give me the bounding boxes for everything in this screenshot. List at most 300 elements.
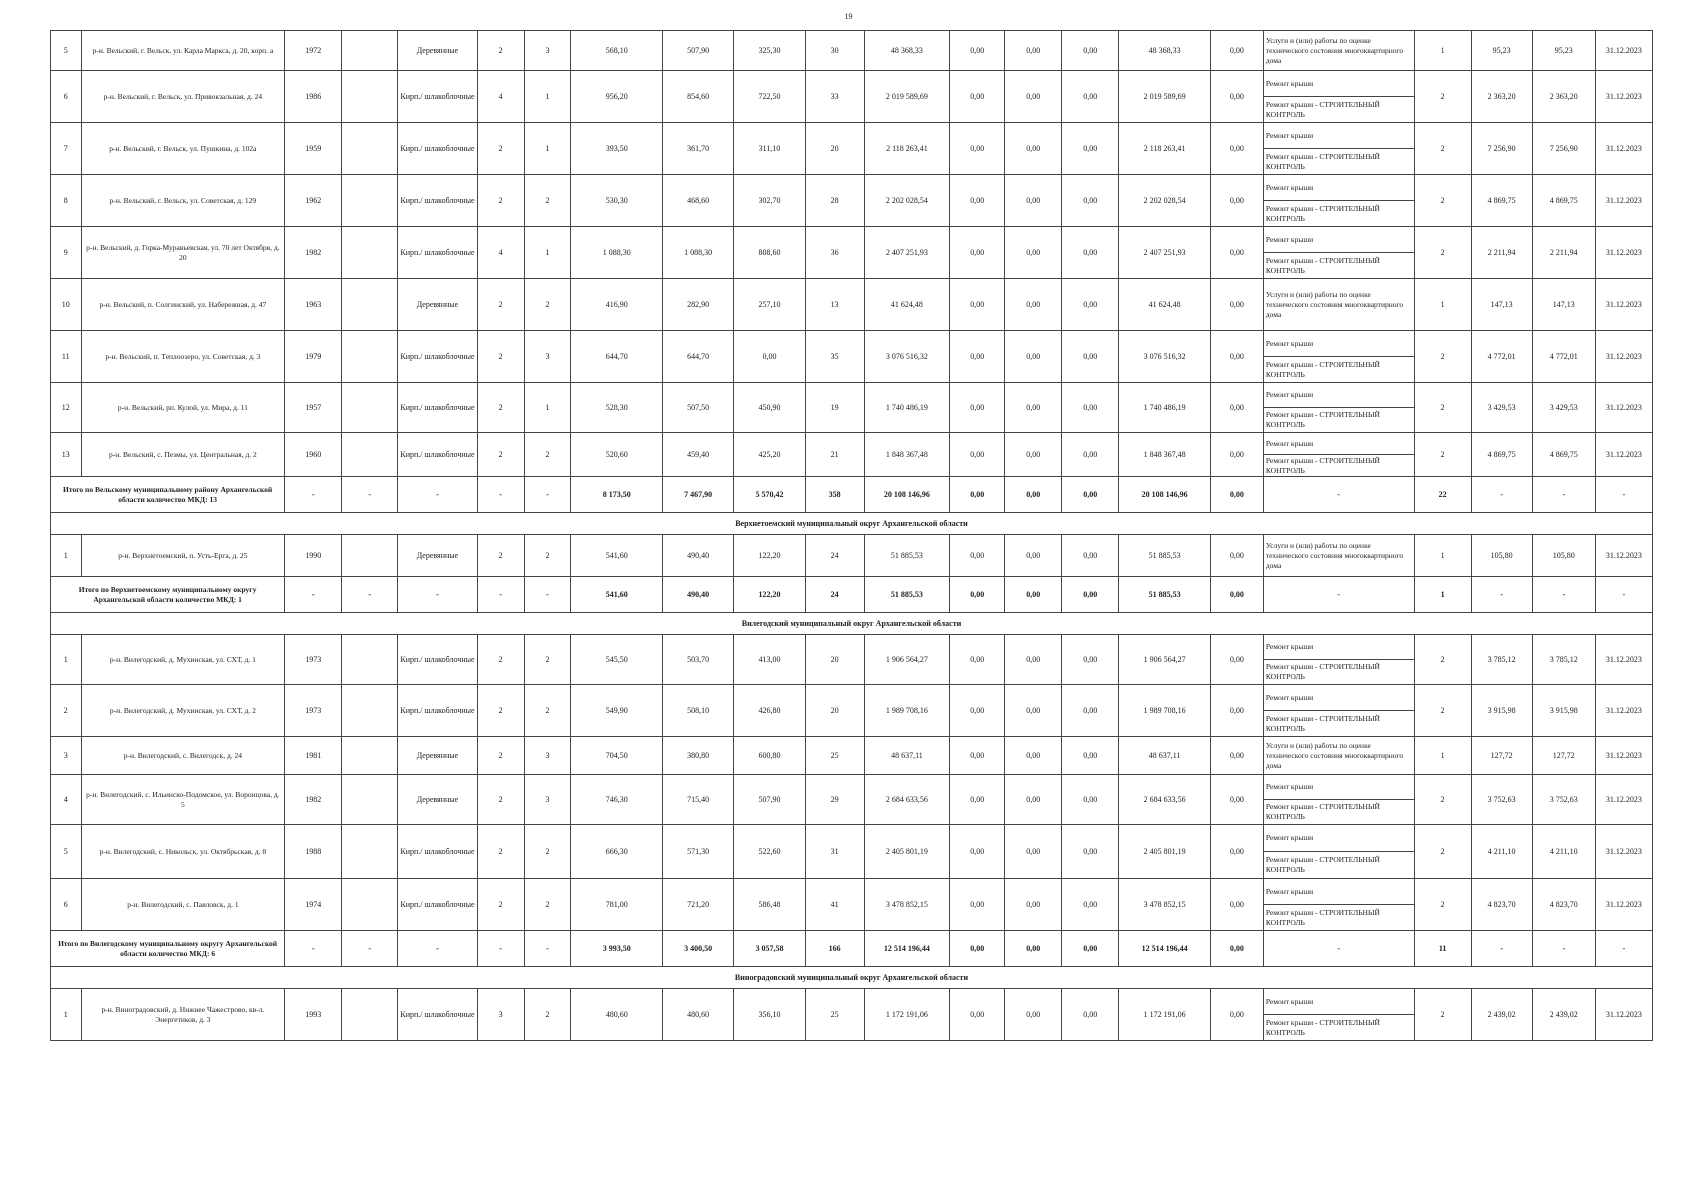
entrances-cell: 2	[524, 825, 571, 879]
area-live-cell: 459,40	[663, 433, 734, 477]
floors-cell: 2	[477, 433, 524, 477]
floors-cell: 4	[477, 71, 524, 123]
entrances-cell: 3	[524, 331, 571, 383]
spacer-cell	[342, 685, 398, 737]
total-other: 0,00	[1210, 477, 1263, 513]
deadline-cell: 31.12.2023	[1595, 31, 1652, 71]
total-people: 24	[805, 577, 864, 613]
people-cell: 28	[805, 175, 864, 227]
unit-cost-limit-cell: 3 429,53	[1532, 383, 1595, 433]
cost-total-cell: 2 405 801,19	[864, 825, 950, 879]
area-live-cell: 571,30	[663, 825, 734, 879]
area-res-cell: 507,90	[734, 775, 805, 825]
table-row	[51, 31, 1653, 71]
floors-cell: 2	[477, 279, 524, 331]
area-live-cell: 380,80	[663, 737, 734, 775]
people-cell: 24	[805, 535, 864, 577]
f2-cell: 0,00	[1005, 227, 1062, 279]
cost-total-cell: 3 076 516,32	[864, 331, 950, 383]
year-cell: 1972	[285, 31, 342, 71]
f3-cell: 0,00	[1062, 989, 1119, 1041]
f3-cell: 0,00	[1062, 31, 1119, 71]
address-cell: р-н. Вельский, с. Пезмы, ул. Центральная, д. 2	[81, 433, 285, 477]
deadline-cell: 31.12.2023	[1595, 331, 1652, 383]
section-title: Вилегодский муниципальный округ Архангельской области	[51, 613, 1653, 635]
unit-cost-cell: 147,13	[1471, 279, 1532, 331]
floors-cell: 2	[477, 331, 524, 383]
total-total-area: 3 993,50	[571, 931, 663, 967]
year-cell: 1960	[285, 433, 342, 477]
f1-cell: 0,00	[950, 635, 1005, 685]
total-row	[51, 477, 1653, 513]
section-title: Виноградовский муниципальный округ Архангельской области	[51, 967, 1653, 989]
unit-cost-limit-cell: 3 785,12	[1532, 635, 1595, 685]
count-cell: 1	[1414, 279, 1471, 331]
address-cell: р-н. Верхнетоемский, п. Усть-Ерга, д. 25	[81, 535, 285, 577]
row-number: 9	[51, 227, 82, 279]
address-cell: р-н. Вилегодский, с. Никольск, ул. Октябрьская, д. 8	[81, 825, 285, 879]
entrances-cell: 2	[524, 433, 571, 477]
dash-cell: -	[1532, 477, 1595, 513]
total-total-area: 541,60	[571, 577, 663, 613]
other-cell: 0,00	[1210, 775, 1263, 825]
entrances-cell: 2	[524, 635, 571, 685]
work-type-cell: Ремонт крыши	[1263, 383, 1414, 408]
table-row	[51, 737, 1653, 775]
own-cell: 3 478 852,15	[1119, 879, 1211, 931]
count-cell: 2	[1414, 685, 1471, 737]
unit-cost-limit-cell: 127,72	[1532, 737, 1595, 775]
people-cell: 41	[805, 879, 864, 931]
address-cell: р-н. Вельский, п. Теплоозеро, ул. Советская, д. 3	[81, 331, 285, 383]
year-cell: 1962	[285, 175, 342, 227]
year-cell: 1963	[285, 279, 342, 331]
deadline-cell: 31.12.2023	[1595, 383, 1652, 433]
spacer-cell	[342, 535, 398, 577]
address-cell: р-н. Вельский, д. Горка-Муравьевская, ул. 70 лет Октября, д. 20	[81, 227, 285, 279]
floors-cell: 2	[477, 685, 524, 737]
year-cell: 1993	[285, 989, 342, 1041]
total-area-cell: 644,70	[571, 331, 663, 383]
address-cell: р-н. Вилегодский, с. Ильинско-Подомское, ул. Воронцова, д. 5	[81, 775, 285, 825]
total-area-cell: 746,30	[571, 775, 663, 825]
floors-cell: 2	[477, 879, 524, 931]
total-area-cell: 393,50	[571, 123, 663, 175]
total-area-cell: 520,60	[571, 433, 663, 477]
table-row	[51, 775, 1653, 800]
material-cell: Кирп./ шлакоблочные	[398, 825, 477, 879]
area-res-cell: 122,20	[734, 535, 805, 577]
total-row	[51, 577, 1653, 613]
unit-cost-limit-cell: 105,80	[1532, 535, 1595, 577]
section-row	[51, 613, 1653, 635]
section-row	[51, 513, 1653, 535]
dash-cell: -	[1532, 577, 1595, 613]
area-live-cell: 644,70	[663, 331, 734, 383]
row-number: 1	[51, 989, 82, 1041]
work-type-cell: Услуги и (или) работы по оценке технического состояния многоквартирного дома	[1263, 31, 1414, 71]
material-cell: Деревянные	[398, 31, 477, 71]
total-area-res: 5 570,42	[734, 477, 805, 513]
total-people: 166	[805, 931, 864, 967]
work-type-cell: Ремонт крыши - СТРОИТЕЛЬНЫЙ КОНТРОЛЬ	[1263, 852, 1414, 879]
own-cell: 1 740 486,19	[1119, 383, 1211, 433]
f3-cell: 0,00	[1062, 635, 1119, 685]
entrances-cell: 2	[524, 685, 571, 737]
material-cell: Кирп./ шлакоблочные	[398, 175, 477, 227]
cost-total-cell: 41 624,48	[864, 279, 950, 331]
people-cell: 25	[805, 737, 864, 775]
work-type-cell: Ремонт крыши	[1263, 685, 1414, 711]
cost-total-cell: 48 637,11	[864, 737, 950, 775]
year-cell: 1979	[285, 331, 342, 383]
year-cell: 1974	[285, 879, 342, 931]
table-row	[51, 331, 1653, 357]
table-row	[51, 433, 1653, 455]
entrances-cell: 2	[524, 279, 571, 331]
table-row	[51, 71, 1653, 97]
unit-cost-cell: 4 211,10	[1471, 825, 1532, 879]
entrances-cell: 2	[524, 535, 571, 577]
unit-cost-limit-cell: 2 363,20	[1532, 71, 1595, 123]
f3-cell: 0,00	[1062, 123, 1119, 175]
f2-cell: 0,00	[1005, 685, 1062, 737]
area-res-cell: 425,20	[734, 433, 805, 477]
deadline-cell: 31.12.2023	[1595, 989, 1652, 1041]
count-cell: 1	[1414, 535, 1471, 577]
other-cell: 0,00	[1210, 71, 1263, 123]
table-row	[51, 175, 1653, 201]
people-cell: 29	[805, 775, 864, 825]
total-own: 20 108 146,96	[1119, 477, 1211, 513]
total-area-cell: 666,30	[571, 825, 663, 879]
work-type-cell: Ремонт крыши - СТРОИТЕЛЬНЫЙ КОНТРОЛЬ	[1263, 800, 1414, 825]
count-cell: 1	[1414, 31, 1471, 71]
own-cell: 1 848 367,48	[1119, 433, 1211, 477]
total-f1: 0,00	[950, 931, 1005, 967]
area-res-cell: 426,80	[734, 685, 805, 737]
other-cell: 0,00	[1210, 331, 1263, 383]
unit-cost-cell: 95,23	[1471, 31, 1532, 71]
f2-cell: 0,00	[1005, 123, 1062, 175]
spacer-cell	[342, 825, 398, 879]
spacer-cell	[342, 989, 398, 1041]
work-type-cell: Услуги и (или) работы по оценке технического состояния многоквартирного дома	[1263, 279, 1414, 331]
people-cell: 31	[805, 825, 864, 879]
area-res-cell: 722,50	[734, 71, 805, 123]
spacer-cell	[342, 123, 398, 175]
people-cell: 13	[805, 279, 864, 331]
total-area-res: 3 057,58	[734, 931, 805, 967]
row-number: 2	[51, 685, 82, 737]
area-res-cell: 257,10	[734, 279, 805, 331]
material-cell: Кирп./ шлакоблочные	[398, 227, 477, 279]
floors-cell: 2	[477, 31, 524, 71]
row-number: 13	[51, 433, 82, 477]
table-row	[51, 685, 1653, 711]
work-type-cell: Ремонт крыши - СТРОИТЕЛЬНЫЙ КОНТРОЛЬ	[1263, 201, 1414, 227]
people-cell: 35	[805, 331, 864, 383]
other-cell: 0,00	[1210, 279, 1263, 331]
area-res-cell: 0,00	[734, 331, 805, 383]
own-cell: 1 906 564,27	[1119, 635, 1211, 685]
address-cell: р-н. Виноградовский, д. Нижнее Чажестрово, кв-л. Энергетиков, д. 3	[81, 989, 285, 1041]
material-cell: Кирп./ шлакоблочные	[398, 635, 477, 685]
deadline-cell: 31.12.2023	[1595, 685, 1652, 737]
unit-cost-limit-cell: 4 211,10	[1532, 825, 1595, 879]
own-cell: 1 989 708,16	[1119, 685, 1211, 737]
cost-total-cell: 2 684 633,56	[864, 775, 950, 825]
total-row	[51, 931, 1653, 967]
address-cell: р-н. Вельский, г. Вельск, ул. Привокзальная, д. 24	[81, 71, 285, 123]
material-cell: Кирп./ шлакоблочные	[398, 989, 477, 1041]
row-number: 7	[51, 123, 82, 175]
table-row	[51, 535, 1653, 577]
own-cell: 2 405 801,19	[1119, 825, 1211, 879]
area-res-cell: 586,48	[734, 879, 805, 931]
row-number: 1	[51, 535, 82, 577]
people-cell: 20	[805, 635, 864, 685]
other-cell: 0,00	[1210, 383, 1263, 433]
f2-cell: 0,00	[1005, 989, 1062, 1041]
f1-cell: 0,00	[950, 331, 1005, 383]
f1-cell: 0,00	[950, 227, 1005, 279]
total-area-cell: 1 088,30	[571, 227, 663, 279]
f1-cell: 0,00	[950, 989, 1005, 1041]
deadline-cell: 31.12.2023	[1595, 175, 1652, 227]
people-cell: 20	[805, 685, 864, 737]
dash-cell: -	[342, 577, 398, 613]
unit-cost-cell: 3 752,63	[1471, 775, 1532, 825]
dash-cell: -	[342, 931, 398, 967]
floors-cell: 2	[477, 383, 524, 433]
row-number: 8	[51, 175, 82, 227]
total-label: Итого по Вельскому муниципальному району Архангельской области количество МКД: 13	[51, 477, 285, 513]
area-live-cell: 480,60	[663, 989, 734, 1041]
unit-cost-limit-cell: 147,13	[1532, 279, 1595, 331]
unit-cost-cell: 3 785,12	[1471, 635, 1532, 685]
row-number: 11	[51, 331, 82, 383]
year-cell: 1990	[285, 535, 342, 577]
area-live-cell: 1 088,30	[663, 227, 734, 279]
work-type-cell: Ремонт крыши	[1263, 825, 1414, 852]
row-number: 6	[51, 71, 82, 123]
unit-cost-cell: 2 439,02	[1471, 989, 1532, 1041]
count-cell: 2	[1414, 227, 1471, 279]
f2-cell: 0,00	[1005, 31, 1062, 71]
row-number: 1	[51, 635, 82, 685]
own-cell: 51 885,53	[1119, 535, 1211, 577]
f1-cell: 0,00	[950, 535, 1005, 577]
table-row	[51, 879, 1653, 905]
dash-cell: -	[285, 577, 342, 613]
entrances-cell: 2	[524, 879, 571, 931]
unit-cost-cell: 127,72	[1471, 737, 1532, 775]
f3-cell: 0,00	[1062, 71, 1119, 123]
dash-cell: -	[342, 477, 398, 513]
year-cell: 1973	[285, 635, 342, 685]
total-own: 12 514 196,44	[1119, 931, 1211, 967]
area-live-cell: 282,90	[663, 279, 734, 331]
work-type-cell: Ремонт крыши	[1263, 989, 1414, 1015]
year-cell: 1982	[285, 775, 342, 825]
unit-cost-cell: 3 915,98	[1471, 685, 1532, 737]
work-type-cell: Ремонт крыши	[1263, 879, 1414, 905]
f2-cell: 0,00	[1005, 175, 1062, 227]
f3-cell: 0,00	[1062, 279, 1119, 331]
year-cell: 1973	[285, 685, 342, 737]
unit-cost-limit-cell: 3 915,98	[1532, 685, 1595, 737]
own-cell: 2 202 028,54	[1119, 175, 1211, 227]
cost-total-cell: 2 202 028,54	[864, 175, 950, 227]
entrances-cell: 1	[524, 123, 571, 175]
unit-cost-limit-cell: 4 823,70	[1532, 879, 1595, 931]
area-live-cell: 490,40	[663, 535, 734, 577]
unit-cost-cell: 4 869,75	[1471, 175, 1532, 227]
other-cell: 0,00	[1210, 123, 1263, 175]
row-number: 6	[51, 879, 82, 931]
year-cell: 1957	[285, 383, 342, 433]
spacer-cell	[342, 331, 398, 383]
unit-cost-cell: 4 869,75	[1471, 433, 1532, 477]
dash-cell: -	[1471, 577, 1532, 613]
own-cell: 2 407 251,93	[1119, 227, 1211, 279]
table-row	[51, 635, 1653, 660]
floors-cell: 2	[477, 737, 524, 775]
f2-cell: 0,00	[1005, 635, 1062, 685]
row-number: 3	[51, 737, 82, 775]
dash-cell: -	[285, 931, 342, 967]
other-cell: 0,00	[1210, 989, 1263, 1041]
row-number: 5	[51, 31, 82, 71]
material-cell: Кирп./ шлакоблочные	[398, 685, 477, 737]
area-res-cell: 356,10	[734, 989, 805, 1041]
f3-cell: 0,00	[1062, 685, 1119, 737]
work-type-cell: Услуги и (или) работы по оценке технического состояния многоквартирного дома	[1263, 535, 1414, 577]
total-area-res: 122,20	[734, 577, 805, 613]
unit-cost-cell: 105,80	[1471, 535, 1532, 577]
work-type-cell: Ремонт крыши	[1263, 433, 1414, 455]
cost-total-cell: 2 407 251,93	[864, 227, 950, 279]
people-cell: 25	[805, 989, 864, 1041]
entrances-cell: 2	[524, 989, 571, 1041]
f3-cell: 0,00	[1062, 825, 1119, 879]
total-area-live: 7 467,90	[663, 477, 734, 513]
dash-cell: -	[477, 477, 524, 513]
other-cell: 0,00	[1210, 227, 1263, 279]
total-area-cell: 541,60	[571, 535, 663, 577]
count-cell: 2	[1414, 383, 1471, 433]
unit-cost-limit-cell: 3 752,63	[1532, 775, 1595, 825]
area-res-cell: 522,60	[734, 825, 805, 879]
cost-total-cell: 1 172 191,06	[864, 989, 950, 1041]
f1-cell: 0,00	[950, 31, 1005, 71]
work-type-cell: Ремонт крыши - СТРОИТЕЛЬНЫЙ КОНТРОЛЬ	[1263, 408, 1414, 433]
floors-cell: 2	[477, 825, 524, 879]
address-cell: р-н. Вилегодский, с. Вилегодск, д. 24	[81, 737, 285, 775]
deadline-cell: 31.12.2023	[1595, 279, 1652, 331]
area-live-cell: 715,40	[663, 775, 734, 825]
address-cell: р-н. Вилегодский, д. Мухинская, ул. СХТ, д. 2	[81, 685, 285, 737]
f3-cell: 0,00	[1062, 879, 1119, 931]
total-label: Итого по Верхнетоемскому муниципальному округу Архангельской области количество МКД: 1	[51, 577, 285, 613]
total-area-cell: 545,50	[571, 635, 663, 685]
total-area-cell: 530,30	[571, 175, 663, 227]
unit-cost-limit-cell: 4 869,75	[1532, 175, 1595, 227]
unit-cost-cell: 4 772,01	[1471, 331, 1532, 383]
other-cell: 0,00	[1210, 175, 1263, 227]
count-cell: 2	[1414, 879, 1471, 931]
work-type-cell: Ремонт крыши	[1263, 123, 1414, 149]
floors-cell: 2	[477, 535, 524, 577]
unit-cost-limit-cell: 7 256,90	[1532, 123, 1595, 175]
dash-cell: -	[1532, 931, 1595, 967]
f2-cell: 0,00	[1005, 879, 1062, 931]
deadline-cell: 31.12.2023	[1595, 775, 1652, 825]
dash-cell: -	[1263, 931, 1414, 967]
work-type-cell: Ремонт крыши	[1263, 175, 1414, 201]
count-cell: 2	[1414, 635, 1471, 685]
entrances-cell: 1	[524, 383, 571, 433]
total-area-cell: 549,90	[571, 685, 663, 737]
other-cell: 0,00	[1210, 535, 1263, 577]
total-f3: 0,00	[1062, 577, 1119, 613]
dash-cell: -	[398, 477, 477, 513]
count-cell: 2	[1414, 775, 1471, 825]
row-number: 5	[51, 825, 82, 879]
total-area-cell: 480,60	[571, 989, 663, 1041]
table-row	[51, 989, 1653, 1015]
f3-cell: 0,00	[1062, 331, 1119, 383]
f1-cell: 0,00	[950, 879, 1005, 931]
dash-cell: -	[1263, 477, 1414, 513]
address-cell: р-н. Вилегодский, д. Мухинская, ул. СХТ, д. 1	[81, 635, 285, 685]
material-cell: Деревянные	[398, 775, 477, 825]
total-count: 1	[1414, 577, 1471, 613]
count-cell: 2	[1414, 123, 1471, 175]
own-cell: 41 624,48	[1119, 279, 1211, 331]
own-cell: 1 172 191,06	[1119, 989, 1211, 1041]
dash-cell: -	[398, 577, 477, 613]
area-live-cell: 721,20	[663, 879, 734, 931]
deadline-cell: 31.12.2023	[1595, 825, 1652, 879]
area-res-cell: 808,60	[734, 227, 805, 279]
total-cost-total: 12 514 196,44	[864, 931, 950, 967]
deadline-cell: 31.12.2023	[1595, 879, 1652, 931]
total-f2: 0,00	[1005, 477, 1062, 513]
count-cell: 2	[1414, 433, 1471, 477]
f1-cell: 0,00	[950, 685, 1005, 737]
f2-cell: 0,00	[1005, 535, 1062, 577]
cost-total-cell: 1 906 564,27	[864, 635, 950, 685]
unit-cost-cell: 2 211,94	[1471, 227, 1532, 279]
material-cell: Кирп./ шлакоблочные	[398, 71, 477, 123]
dash-cell: -	[1471, 931, 1532, 967]
cost-total-cell: 2 118 263,41	[864, 123, 950, 175]
f3-cell: 0,00	[1062, 175, 1119, 227]
total-area-live: 3 400,50	[663, 931, 734, 967]
entrances-cell: 3	[524, 31, 571, 71]
unit-cost-limit-cell: 4 869,75	[1532, 433, 1595, 477]
work-type-cell: Услуги и (или) работы по оценке технического состояния многоквартирного дома	[1263, 737, 1414, 775]
people-cell: 21	[805, 433, 864, 477]
f1-cell: 0,00	[950, 825, 1005, 879]
total-cost-total: 20 108 146,96	[864, 477, 950, 513]
cost-total-cell: 3 478 852,15	[864, 879, 950, 931]
area-live-cell: 854,60	[663, 71, 734, 123]
unit-cost-cell: 3 429,53	[1471, 383, 1532, 433]
entrances-cell: 1	[524, 227, 571, 279]
